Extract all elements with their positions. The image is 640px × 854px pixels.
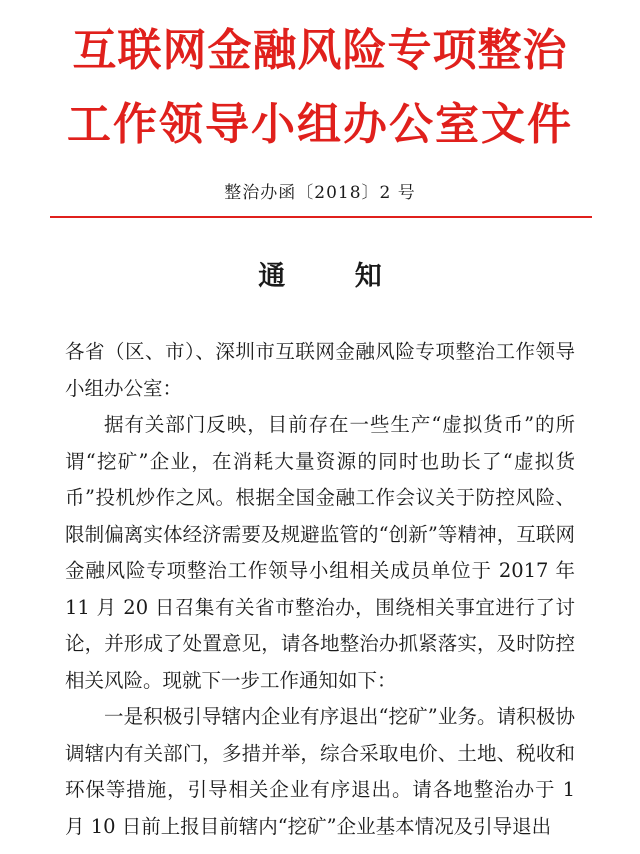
document-title: 通 知 bbox=[258, 261, 412, 292]
red-divider-rule bbox=[50, 216, 592, 218]
issuer-header-line-2: 工作领导小组办公室文件 bbox=[67, 99, 573, 150]
body-paragraph-1: 据有关部门反映，目前存在一些生产“虚拟货币”的所谓“挖矿”企业，在消耗大量资源的同时也助长了“虚拟货币”投机炒作之风。根据全国金融工作会议关于防控风险、限制偏离实体经济需要及规避监管的“创新”等精神，互联网金融风险专项整治工作领导小组相关成员单位于 2017 年 11 月 20 日召集有关省市整治办，围绕相关事宜进行了讨论，并形成了处置意见，请各地整治办抓紧落实，及时防控相关风险。现就下一步工作通知如下： bbox=[65, 413, 575, 692]
addressee: 各省（区、市）、深圳市互联网金融风险专项整治工作领导小组办公室： bbox=[65, 340, 575, 400]
issuer-header-line-1: 互联网金融风险专项整治 bbox=[72, 25, 568, 76]
body-paragraph-2: 一是积极引导辖内企业有序退出“挖矿”业务。请积极协调辖内有关部门，多措并举，综合采取电价、土地、税收和环保等措施，引导相关企业有序退出。请各地整治办于 1 月 10 日前上报目前辖内“挖矿”企业基本情况及引导退出 bbox=[65, 705, 575, 838]
document-number: 整治办函〔2018〕2 号 bbox=[224, 183, 416, 203]
